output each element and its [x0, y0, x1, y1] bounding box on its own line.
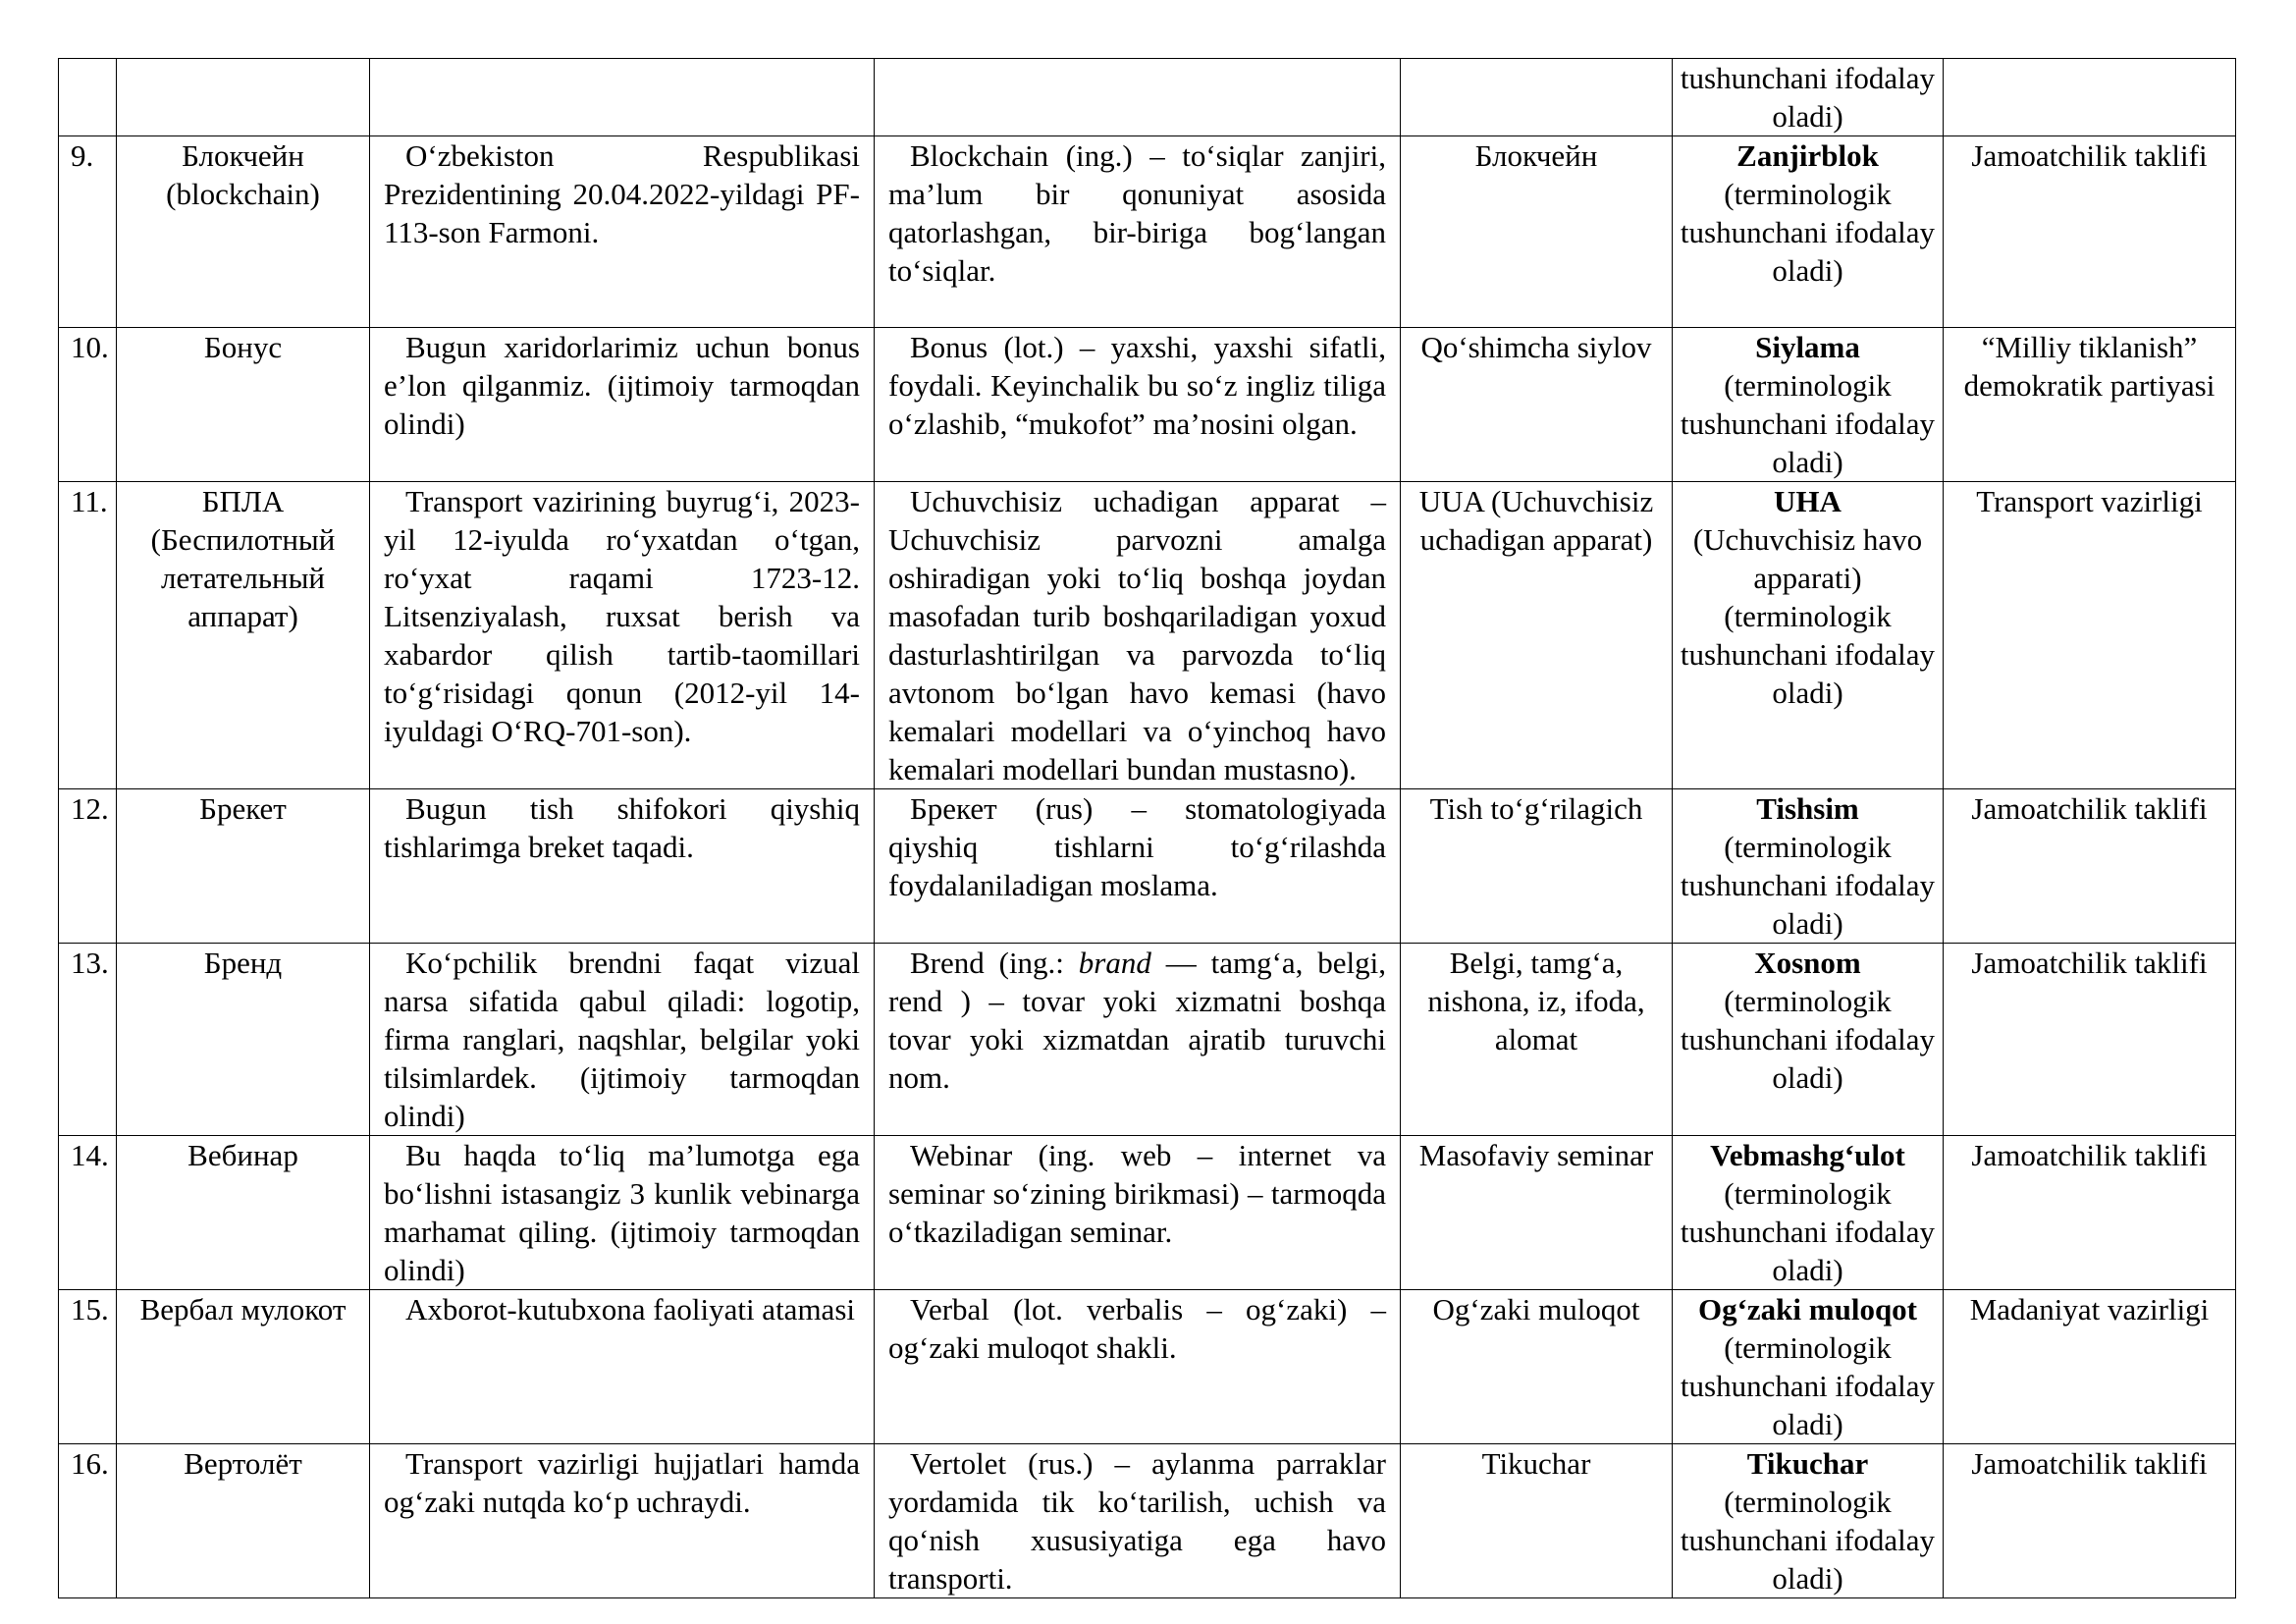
row-number: 9. [59, 136, 117, 328]
proposed-term-cell [1673, 1444, 1944, 1598]
equivalent: Блокчейн [1401, 136, 1673, 328]
proposed-term-cell [1673, 944, 1944, 1136]
proposed-term-note: (terminologik tushunchani ifodalay oladi) [1680, 1176, 1936, 1287]
row-number: 10. [59, 328, 117, 482]
proposed-term-note: (terminologik tushunchani ifodalay oladi) [1680, 984, 1936, 1095]
source: “Milliy tiklanish” demokratik partiyasi [1944, 328, 2236, 482]
table-row [59, 328, 2236, 482]
row-number [59, 59, 117, 136]
foreign-term: Блокчейн (blockchain) [117, 136, 370, 328]
etymology: Verbal (lot. verbalis – og‘zaki) – og‘zaki muloqot shakli. [875, 1290, 1401, 1444]
etymology: Uchuvchisiz uchadigan apparat – Uchuvchisiz parvozni amalga oshiradigan yoki to‘liq boshqa joydan masofadan turib boshqariladigan yoxud dasturlashtirilgan va parvozda to‘liq avtonom bo‘lgan havo kemasi (havo kemalari modellari va o‘yinchoq havo kemalari modellari bundan mustasno). [875, 482, 1401, 789]
foreign-term: Брекет [117, 789, 370, 944]
proposed-term: Zanjirblok [1736, 138, 1879, 173]
row-number: 16. [59, 1444, 117, 1598]
equivalent: Belgi, tamg‘a, nishona, iz, ifoda, alomat [1401, 944, 1673, 1136]
table-row [59, 1444, 2236, 1598]
proposed-term: Tishsim [1756, 791, 1859, 826]
source: Madaniyat vazirligi [1944, 1290, 2236, 1444]
equivalent: Tikuchar [1401, 1444, 1673, 1598]
equivalent: Masofaviy seminar [1401, 1136, 1673, 1290]
source: Jamoatchilik taklifi [1944, 789, 2236, 944]
proposed-term: Vebmashg‘ulot [1710, 1138, 1905, 1172]
usage-example: Axborot-kutubxona faoliyati atamasi [370, 1290, 875, 1444]
table-row [59, 482, 2236, 789]
table-row [59, 136, 2236, 328]
proposed-term-note: (Uchuvchisiz havo apparati) (terminologik tushunchani ifodalay oladi) [1680, 522, 1936, 710]
equivalent: Og‘zaki muloqot [1401, 1290, 1673, 1444]
source [1944, 59, 2236, 136]
proposed-term-note: (terminologik tushunchani ifodalay oladi) [1680, 1330, 1936, 1441]
proposed-term-cell [1673, 136, 1944, 328]
usage-example: Transport vazirligi hujjatlari hamda og‘zaki nutqda ko‘p uchraydi. [370, 1444, 875, 1598]
etymology: Blockchain (ing.) – to‘siqlar zanjiri, ma’lum bir qonuniyat asosida qatorlashgan, bir-biriga bog‘langan to‘siqlar. [875, 136, 1401, 328]
equivalent [1401, 59, 1673, 136]
etymology [875, 59, 1401, 136]
proposed-term: Xosnom [1754, 946, 1861, 980]
etymology: Vertolet (rus.) – aylanma parraklar yordamida tik ko‘tarilish, uchish va qo‘nish xususiyatiga ega havo transporti. [875, 1444, 1401, 1598]
etymology: Brend (ing.: brand — tamg‘a, belgi, rend ) – tovar yoki xizmatni boshqa tovar yoki xizmatdan ajratib turuvchi nom. [875, 944, 1401, 1136]
table-row [59, 789, 2236, 944]
foreign-term: Бонус [117, 328, 370, 482]
source: Jamoatchilik taklifi [1944, 944, 2236, 1136]
source: Jamoatchilik taklifi [1944, 1136, 2236, 1290]
proposed-term: Tikuchar [1746, 1446, 1869, 1481]
proposed-term-note: (terminologik tushunchani ifodalay oladi) [1680, 368, 1936, 479]
usage-example: Ko‘pchilik brendni faqat vizual narsa sifatida qabul qiladi: logotip, firma ranglari, naqshlar, belgilar yoki tilsimlardek. (ijtimoiy tarmoqdan olindi) [370, 944, 875, 1136]
table-row [59, 944, 2236, 1136]
proposed-term-note: (terminologik tushunchani ifodalay oladi) [1680, 177, 1936, 288]
source: Jamoatchilik taklifi [1944, 136, 2236, 328]
foreign-term: БПЛА (Беспилотный летательный аппарат) [117, 482, 370, 789]
usage-example: Bugun xaridorlarimiz uchun bonus e’lon qilganmiz. (ijtimoiy tarmoqdan olindi) [370, 328, 875, 482]
row-number: 13. [59, 944, 117, 1136]
row-number: 12. [59, 789, 117, 944]
source: Transport vazirligi [1944, 482, 2236, 789]
foreign-term: Вербал мулокот [117, 1290, 370, 1444]
proposed-term-note: tushunchani ifodalay oladi) [1680, 61, 1936, 134]
row-number: 14. [59, 1136, 117, 1290]
proposed-term-cell [1673, 482, 1944, 789]
proposed-term-cell [1673, 789, 1944, 944]
row-number: 15. [59, 1290, 117, 1444]
proposed-term-cell [1673, 1136, 1944, 1290]
table-row [59, 59, 2236, 136]
usage-example: O‘zbekiston Respublikasi Prezidentining 20.04.2022-yildagi PF-113-son Farmoni. [370, 136, 875, 328]
foreign-term: Вертолёт [117, 1444, 370, 1598]
etymology: Webinar (ing. web – internet va seminar so‘zining birikmasi) – tarmoqda o‘tkaziladigan seminar. [875, 1136, 1401, 1290]
foreign-term: Бренд [117, 944, 370, 1136]
proposed-term-note: (terminologik tushunchani ifodalay oladi) [1680, 1485, 1936, 1596]
proposed-term: UHA [1774, 484, 1842, 518]
usage-example: Transport vazirining buyrug‘i, 2023-yil 12-iyulda ro‘yxatdan o‘tgan, ro‘yxat raqami 1723-12. Litsenziyalash, ruxsat berish va xabardor qilish tartib-taomillari to‘g‘risidagi qonun (2012-yil 14-iyuldagi O‘RQ-701-son). [370, 482, 875, 789]
source: Jamoatchilik taklifi [1944, 1444, 2236, 1598]
table-row [59, 1290, 2236, 1444]
usage-example [370, 59, 875, 136]
usage-example: Bugun tish shifokori qiyshiq tishlarimga breket taqadi. [370, 789, 875, 944]
proposed-term: Og‘zaki muloqot [1697, 1292, 1918, 1326]
proposed-term: Siylama [1755, 330, 1860, 364]
usage-example: Bu haqda to‘liq ma’lumotga ega bo‘lishni istasangiz 3 kunlik vebinarga marhamat qiling. (ijtimoiy tarmoqdan olindi) [370, 1136, 875, 1290]
terms-table [58, 58, 2236, 1598]
table-row [59, 1136, 2236, 1290]
equivalent: UUA (Uchuvchisiz uchadigan apparat) [1401, 482, 1673, 789]
proposed-term-note: (terminologik tushunchani ifodalay oladi) [1680, 830, 1936, 941]
foreign-term [117, 59, 370, 136]
equivalent: Qo‘shimcha siylov [1401, 328, 1673, 482]
proposed-term-cell [1673, 328, 1944, 482]
foreign-term: Вебинар [117, 1136, 370, 1290]
proposed-term-cell [1673, 1290, 1944, 1444]
etymology: Bonus (lot.) – yaxshi, yaxshi sifatli, foydali. Keyinchalik bu so‘z ingliz tiliga o‘zlashib, “mukofot” ma’nosini olgan. [875, 328, 1401, 482]
etymology: Брекет (rus) – stomatologiyada qiyshiq tishlarni to‘g‘rilashda foydalaniladigan moslama. [875, 789, 1401, 944]
row-number: 11. [59, 482, 117, 789]
proposed-term-cell [1673, 59, 1944, 136]
equivalent: Tish to‘g‘rilagich [1401, 789, 1673, 944]
